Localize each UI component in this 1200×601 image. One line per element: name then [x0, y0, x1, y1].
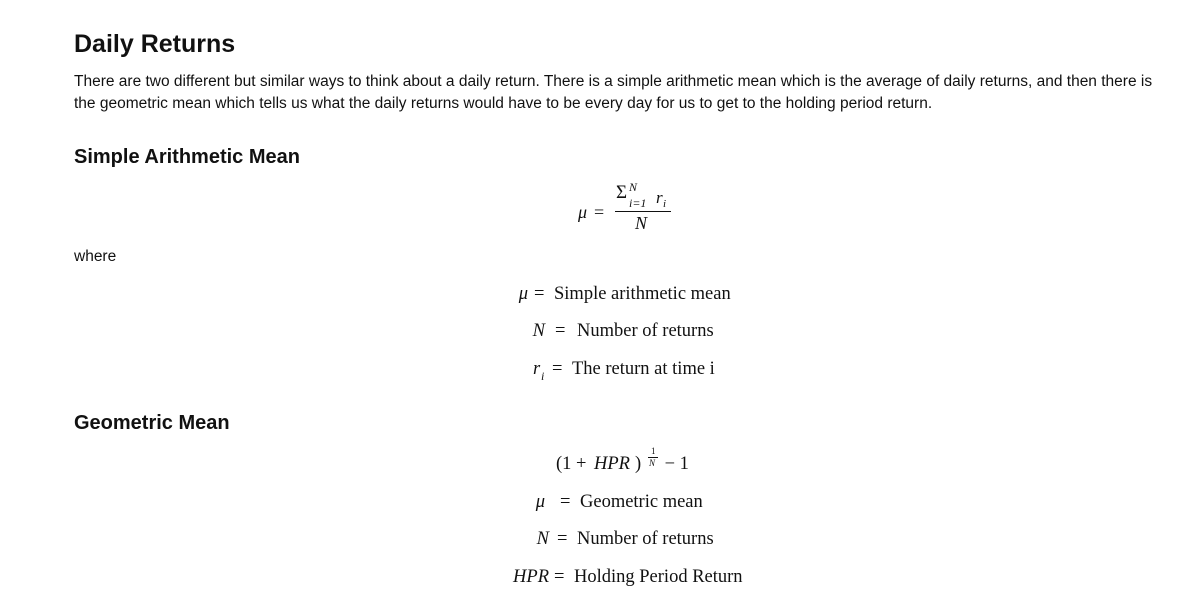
definition-symbol: μ — [535, 492, 545, 512]
definition-symbol-sub: i — [541, 369, 545, 383]
definition-n-simple — [0, 321, 1200, 345]
definition-symbol: HPR — [513, 567, 549, 587]
formula-open: (1 + — [556, 454, 592, 474]
definition-mu-geometric — [0, 492, 1200, 516]
definition-equals: = — [555, 321, 566, 341]
definition-mu-simple — [0, 284, 1200, 308]
definition-equals: = — [557, 529, 568, 549]
formula-sigma-lower: i=1 — [629, 196, 647, 210]
definition-hpr-geometric — [0, 567, 1200, 591]
formula-term-sub: i — [663, 198, 667, 210]
definition-ri-simple — [0, 359, 1200, 383]
simple-mean-formula — [560, 176, 700, 236]
definition-equals: = — [534, 284, 545, 304]
page-title: Daily Returns — [74, 30, 236, 58]
fraction-bar — [615, 211, 671, 212]
formula-tail: − 1 — [660, 454, 689, 474]
formula-close: ) — [635, 454, 642, 474]
formula-exp-den: N — [649, 458, 656, 468]
formula-equals: = — [594, 202, 605, 222]
definition-text: Simple arithmetic mean — [554, 284, 731, 304]
definition-symbol: r — [533, 359, 541, 379]
definition-text: Number of returns — [577, 321, 714, 341]
definition-symbol: N — [532, 321, 545, 341]
definition-n-geometric — [0, 529, 1200, 553]
formula-denominator: N — [635, 213, 648, 233]
definition-equals: = — [560, 492, 571, 512]
definition-text: The return at time i — [572, 359, 715, 379]
section-heading-geometric-mean: Geometric Mean — [74, 412, 230, 434]
definition-equals: = — [554, 567, 565, 587]
formula-sigma-upper: N — [629, 180, 638, 194]
definition-equals: = — [552, 359, 563, 379]
section-heading-simple-mean: Simple Arithmetic Mean — [74, 146, 300, 168]
definition-symbol: N — [536, 529, 549, 549]
where-label: where — [74, 248, 117, 265]
formula-term: r — [656, 188, 663, 207]
intro-paragraph: There are two different but similar ways to think about a daily return. There is a simple arithmetic mean which is the average of daily returns, and then there is the geometric mean which tells us what the daily returns would have to be every day for us to get to the holding period return. — [74, 73, 1153, 112]
definition-text: Geometric mean — [580, 492, 703, 512]
definition-text: Holding Period Return — [574, 567, 743, 587]
formula-mu: μ — [578, 202, 588, 222]
definition-text: Number of returns — [577, 529, 714, 549]
definition-symbol: μ — [518, 284, 528, 304]
formula-sigma: Σ — [616, 182, 628, 203]
geometric-mean-formula — [556, 446, 716, 480]
formula-exp-num: 1 — [651, 446, 656, 456]
formula-hpr: HPR — [594, 454, 630, 474]
